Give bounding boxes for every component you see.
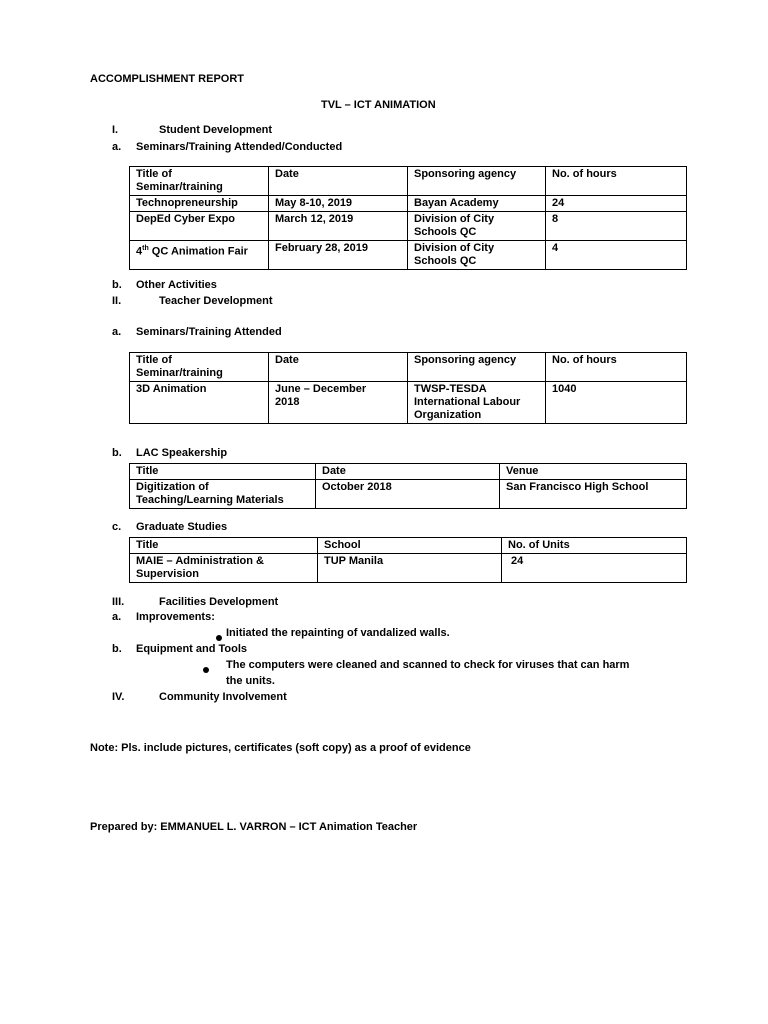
table-row (130, 196, 687, 212)
header-title: Title of Seminar/training (130, 353, 269, 382)
bullet-icon (203, 664, 209, 676)
section3-title: Facilities Development (159, 596, 279, 608)
cell-date: March 12, 2019 (269, 212, 408, 241)
header-title: Title of Seminar/training (130, 167, 269, 196)
section3-number: III. (112, 596, 125, 608)
cell-agency: Division of City Schools QC (408, 212, 546, 241)
cell-title: 3D Animation (130, 382, 269, 424)
header-agency: Sponsoring agency (408, 167, 546, 196)
header-date: Date (269, 167, 408, 196)
section2-a-label: a. (112, 326, 122, 338)
section1-b-title: Other Activities (136, 279, 217, 291)
section2-title: Teacher Development (159, 295, 273, 307)
header-title: Title (130, 538, 318, 554)
table-header-row (130, 464, 687, 480)
header-hours: No. of hours (546, 353, 687, 382)
lac-speakership-table (129, 463, 687, 509)
table-row (130, 241, 687, 270)
equipment-item-line2: the units. (226, 675, 275, 687)
cell-agency: TWSP-TESDA International Labour Organization (408, 382, 546, 424)
section1-b-label: b. (112, 279, 122, 291)
cell-title: 4th QC Animation Fair (130, 241, 269, 270)
section1-a-title: Seminars/Training Attended/Conducted (136, 141, 343, 153)
cell-units: 24 (502, 554, 687, 583)
table-row (130, 554, 687, 583)
section2-b-label: b. (112, 447, 122, 459)
report-title: ACCOMPLISHMENT REPORT (90, 73, 244, 85)
table-row (130, 480, 687, 509)
improvement-item: Initiated the repainting of vandalized walls. (226, 627, 450, 639)
section2-a-title: Seminars/Training Attended (136, 326, 282, 338)
header-venue: Venue (500, 464, 687, 480)
cell-title: DepEd Cyber Expo (130, 212, 269, 241)
evidence-note: Note: Pls. include pictures, certificates (soft copy) as a proof of evidence (90, 742, 471, 754)
section1-a-label: a. (112, 141, 122, 153)
table-header-row (130, 167, 687, 196)
section3-a-title: Improvements: (136, 611, 215, 623)
section3-b-title: Equipment and Tools (136, 643, 248, 655)
table-row (130, 382, 687, 424)
cell-title: Technopreneurship (130, 196, 269, 212)
section2-number: II. (112, 295, 122, 307)
cell-hours: 8 (546, 212, 687, 241)
cell-date: October 2018 (316, 480, 500, 509)
cell-date: May 8-10, 2019 (269, 196, 408, 212)
cell-school: TUP Manila (318, 554, 502, 583)
table-header-row (130, 538, 687, 554)
program-title: TVL – ICT ANIMATION (321, 99, 436, 111)
header-units: No. of Units (502, 538, 687, 554)
section1-title: Student Development (159, 124, 273, 136)
cell-hours: 24 (546, 196, 687, 212)
section3-a-label: a. (112, 611, 122, 623)
teacher-seminars-table (129, 352, 687, 424)
cell-date: June – December 2018 (269, 382, 408, 424)
section2-c-title: Graduate Studies (136, 521, 228, 533)
section4-number: IV. (112, 691, 125, 703)
section4-title: Community Involvement (159, 691, 287, 703)
section2-c-label: c. (112, 521, 122, 533)
header-date: Date (316, 464, 500, 480)
cell-hours: 1040 (546, 382, 687, 424)
cell-title: MAIE – Administration & Supervision (130, 554, 318, 583)
section3-b-label: b. (112, 643, 122, 655)
student-seminars-table (129, 166, 687, 270)
section1-number: I. (112, 124, 119, 136)
cell-date: February 28, 2019 (269, 241, 408, 270)
header-title: Title (130, 464, 316, 480)
section2-b-title: LAC Speakership (136, 447, 228, 459)
header-school: School (318, 538, 502, 554)
header-agency: Sponsoring agency (408, 353, 546, 382)
header-date: Date (269, 353, 408, 382)
table-header-row (130, 353, 687, 382)
graduate-studies-table (129, 537, 687, 583)
table-row (130, 212, 687, 241)
prepared-by: Prepared by: EMMANUEL L. VARRON – ICT Animation Teacher (90, 821, 418, 833)
equipment-item-line1: The computers were cleaned and scanned to check for viruses that can harm (226, 659, 630, 671)
cell-venue: San Francisco High School (500, 480, 687, 509)
cell-title: Digitization of Teaching/Learning Materials (130, 480, 316, 509)
cell-agency: Division of City Schools QC (408, 241, 546, 270)
cell-hours: 4 (546, 241, 687, 270)
header-hours: No. of hours (546, 167, 687, 196)
cell-agency: Bayan Academy (408, 196, 546, 212)
